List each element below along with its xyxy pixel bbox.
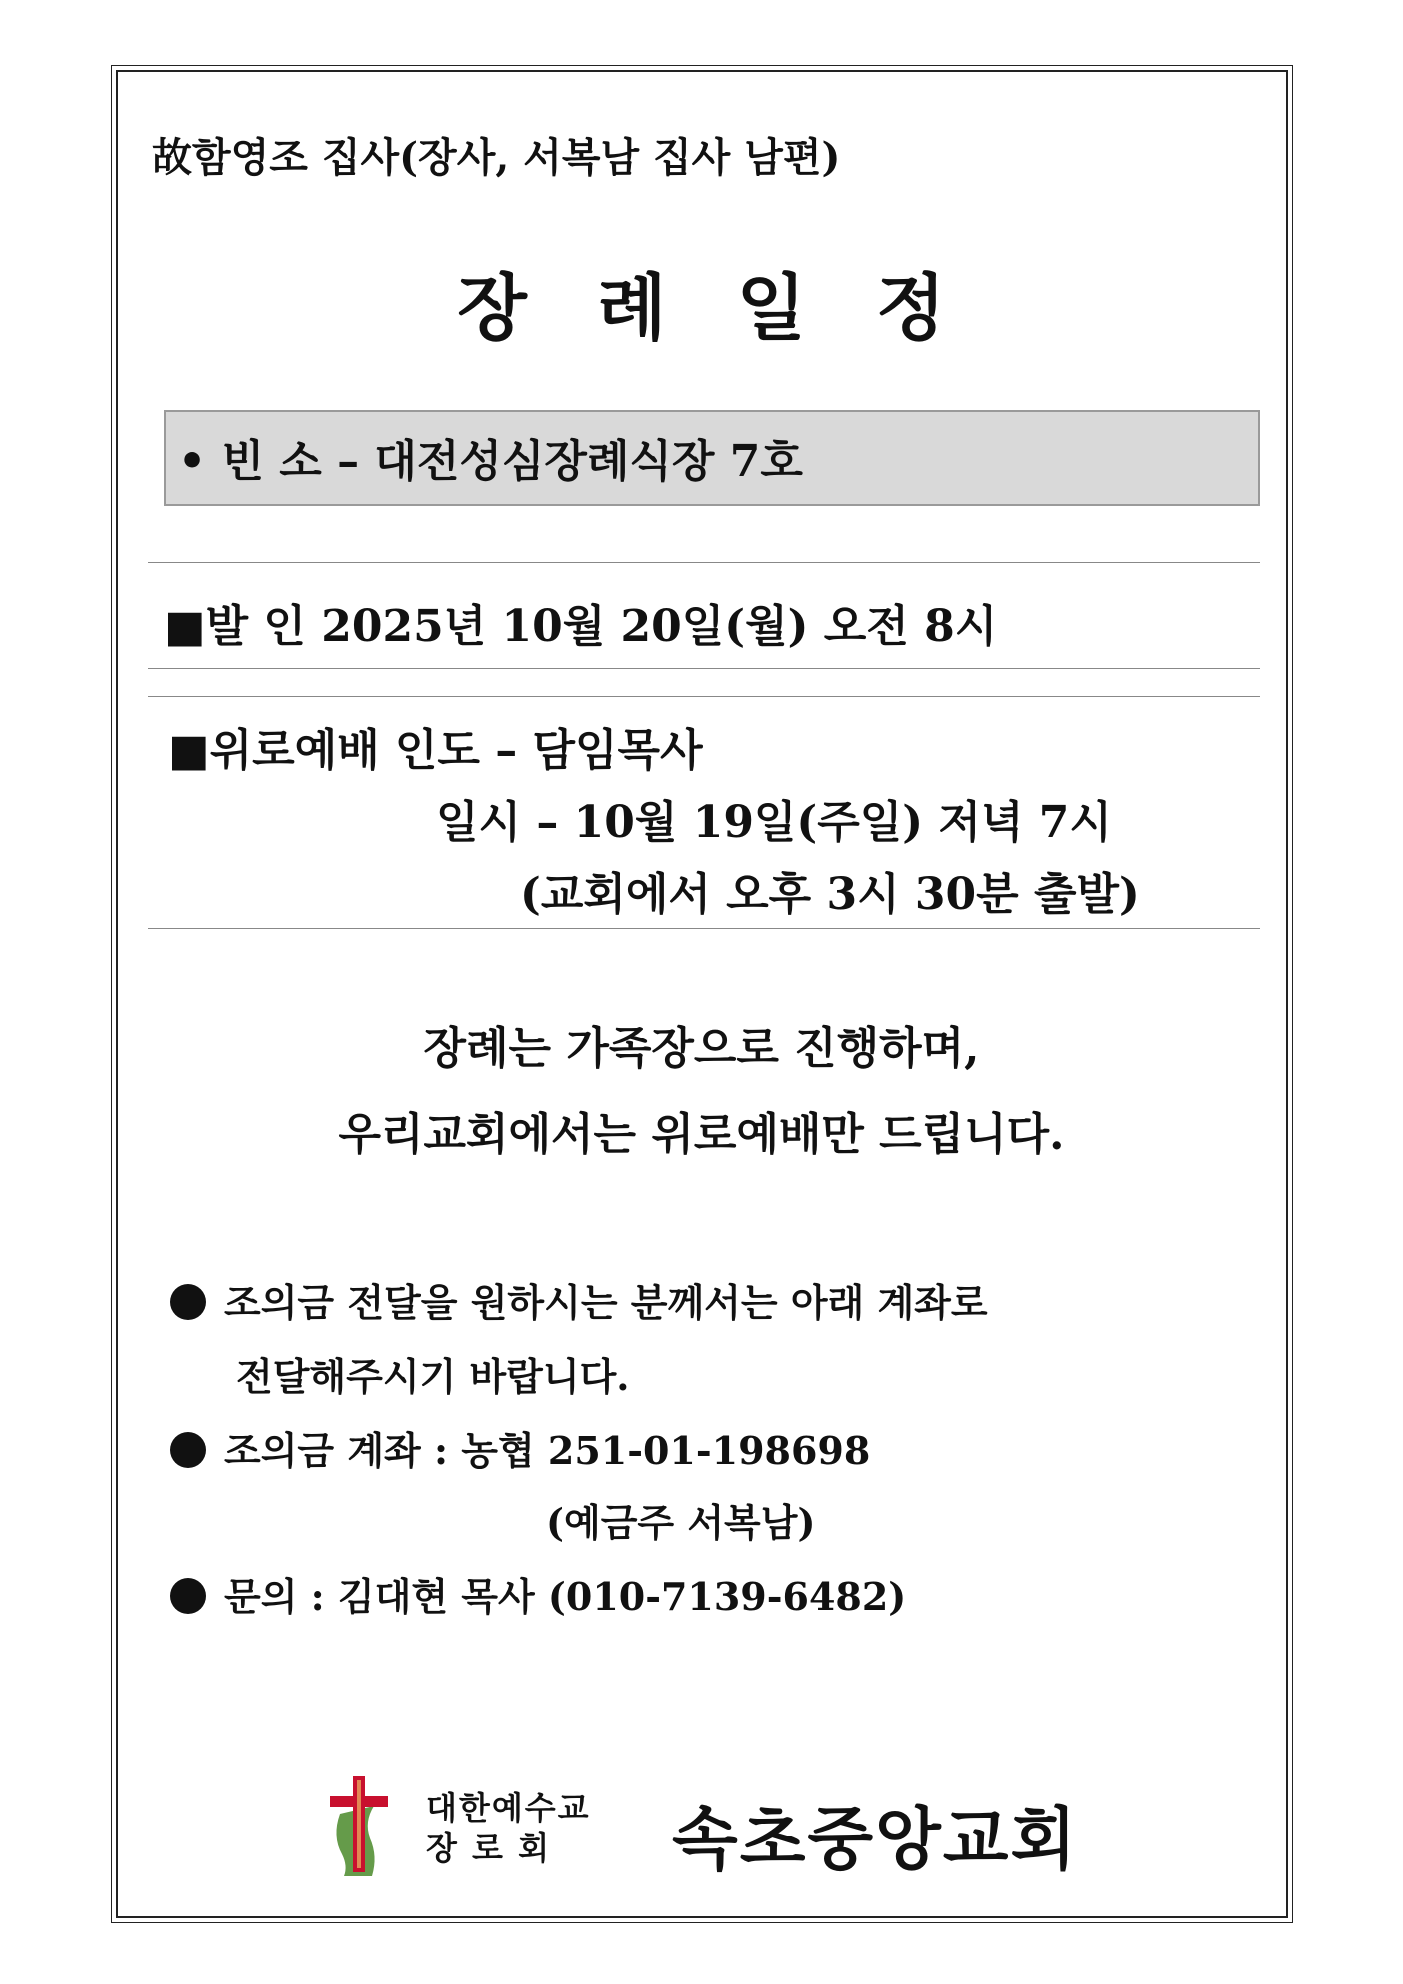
notice-line-1: 장례는 가족장으로 진행하며, — [423, 1023, 980, 1074]
balin-row: ■발 인 2025년 10월 20일(월) 오전 8시 — [164, 601, 998, 652]
denomination-line-1: 대한예수교 — [426, 1789, 591, 1827]
divider — [148, 668, 1260, 669]
denomination-line-2: 장 로 회 — [426, 1829, 552, 1867]
wiro-service-time: 일시 – 10월 19일(주일) 저녁 7시 — [436, 797, 1112, 848]
info-item-condolence — [170, 1272, 988, 1327]
divider — [148, 696, 1260, 697]
page-title: 장례일정 — [457, 265, 1016, 350]
info-item-text: 조의금 전달을 원하시는 분께서는 아래 계좌로 — [224, 1280, 988, 1325]
wiro-departure: (교회에서 오후 3시 30분 출발) — [520, 869, 1140, 920]
wiro-service-leader: ■위로예배 인도 – 담임목사 — [168, 725, 703, 776]
deceased-subtitle: 故함영조 집사(장사, 서복남 집사 남편) — [152, 134, 841, 181]
bullet-icon — [170, 1432, 206, 1468]
church-cross-logo-icon — [326, 1776, 392, 1878]
info-item-text: 문의 : 김대현 목사 (010-7139-6482) — [224, 1574, 907, 1619]
binso-text: • 빈 소 – 대전성심장례식장 7호 — [178, 436, 803, 487]
info-item-text: 조의금 계좌 : 농협 251-01-198698 — [224, 1428, 871, 1473]
bullet-icon — [170, 1284, 206, 1320]
denomination — [426, 1788, 591, 1868]
bullet-icon — [170, 1578, 206, 1614]
divider — [148, 562, 1260, 563]
info-item-account — [170, 1420, 870, 1475]
divider — [148, 928, 1260, 929]
info-item-account-holder: (예금주 서복남) — [546, 1500, 816, 1545]
notice-line-2: 우리교회에서는 위로예배만 드립니다. — [338, 1109, 1065, 1160]
church-name: 속초중앙교회 — [672, 1800, 1079, 1880]
info-item-contact — [170, 1566, 906, 1621]
info-item-condolence-cont: 전달해주시기 바랍니다. — [236, 1354, 630, 1399]
